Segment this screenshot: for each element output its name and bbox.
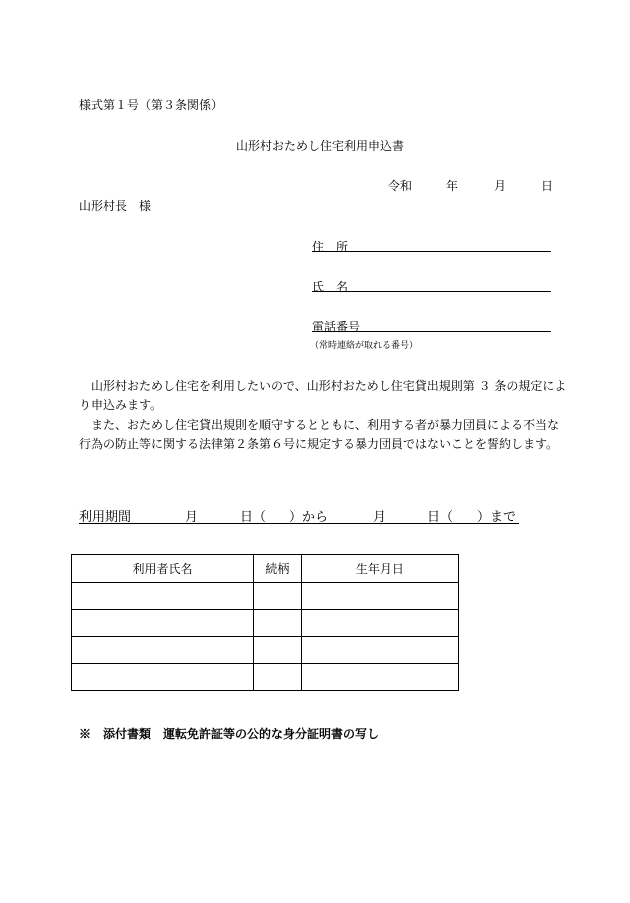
relationship-cell[interactable] (254, 583, 302, 610)
date-year: 年 (446, 179, 459, 193)
form-number: 様式第１号（第３条関係） (79, 98, 224, 112)
period-start-day: 日（ (240, 510, 267, 525)
user-name-cell[interactable] (72, 583, 254, 610)
birthdate-cell[interactable] (301, 583, 458, 610)
table-row (72, 664, 459, 691)
paragraph-1-line-1: 山形村おためし住宅を利用したいので、山形村おためし住宅貸出規則第 ３ 条の規定によ (79, 379, 567, 393)
header-relationship: 続柄 (254, 555, 302, 583)
birthdate-cell[interactable] (301, 664, 458, 691)
phone-note: （常時連絡が取れる番号） (310, 341, 419, 351)
table-row (72, 583, 459, 610)
address-field[interactable] (312, 236, 551, 252)
user-name-cell[interactable] (72, 664, 254, 691)
period-start-close: ）から (289, 510, 329, 525)
usage-period-label: 利用期間 (79, 510, 132, 525)
period-end-day: 日（ (427, 510, 454, 525)
relationship-cell[interactable] (254, 637, 302, 664)
user-name-cell[interactable] (72, 637, 254, 664)
date-month: 月 (494, 179, 507, 193)
header-user-name: 利用者氏名 (72, 555, 254, 583)
table-header-row (72, 555, 459, 583)
usage-period-line[interactable] (79, 506, 519, 524)
header-birthdate: 生年月日 (301, 555, 458, 583)
paragraph-2-line-1: また、おためし住宅貸出規則を順守するとともに、利用する者が暴力団員による不当な (79, 418, 560, 432)
table-row (72, 637, 459, 664)
paragraph-2-line-2: 行為の防止等に関する法律第２条第６号に規定する暴力団員ではないことを誓約します。 (79, 437, 559, 451)
addressee: 山形村長 様 (79, 199, 152, 213)
phone-field[interactable] (312, 316, 551, 332)
relationship-cell[interactable] (254, 664, 302, 691)
table-row (72, 610, 459, 637)
birthdate-cell[interactable] (301, 637, 458, 664)
phone-label: 電話番号 (312, 320, 361, 334)
document-title: 山形村おためし住宅利用申込書 (236, 139, 405, 153)
address-label: 住 所 (312, 240, 349, 254)
users-table (71, 554, 459, 691)
paragraph-1-line-2: り申込みます。 (79, 398, 163, 412)
name-field[interactable] (312, 276, 551, 292)
relationship-cell[interactable] (254, 610, 302, 637)
attachment-note: ※ 添付書類 運転免許証等の公的な身分証明書の写し (79, 727, 380, 741)
name-label: 氏 名 (312, 280, 349, 294)
date-era: 令和 (388, 179, 413, 193)
period-end-month: 月 (373, 510, 387, 525)
period-start-month: 月 (185, 510, 199, 525)
date-day: 日 (541, 179, 554, 193)
period-end-close: ）まで (477, 510, 517, 525)
birthdate-cell[interactable] (301, 610, 458, 637)
user-name-cell[interactable] (72, 610, 254, 637)
